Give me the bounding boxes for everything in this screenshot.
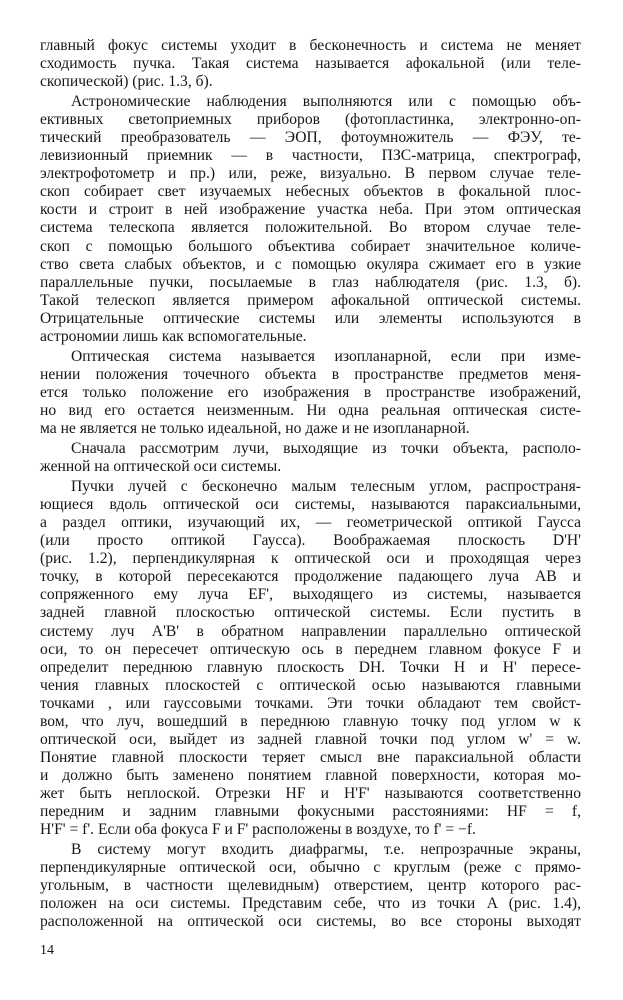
text-line: жет быть неплоской. Отрезки HF и H'F' называются соответственно	[40, 784, 581, 802]
body-text	[40, 37, 581, 931]
text-line: систему луч A'B' в обратном направлении параллельно оптической	[40, 622, 581, 640]
text-line: главный фокус системы уходит в бесконечность и система не меняет	[40, 37, 581, 54]
paragraph	[40, 440, 581, 476]
text-line: сходимость пучка. Такая система называется афокальной (или теле-	[40, 55, 581, 73]
text-line: вом, что луч, вошедший в переднюю главную точку под углом w к	[40, 712, 581, 730]
text-line: сопряженного ему луча EF', выходящего из системы, называется	[40, 586, 581, 604]
text-line: женной на оптической оси системы.	[40, 458, 282, 476]
text-line: точку, в которой пересекаются продолжение падающего луча AB и	[40, 568, 581, 586]
text-line: оптической оси, выйдет из задней главной точки под углом w' = w.	[40, 730, 581, 748]
text-line: левизионный приемник — в частности, ПЗС-матрица, спектрограф,	[40, 147, 581, 165]
text-line: параллельные пучки, посылаемые в глаз наблюдателя (рис. 1.3, б).	[40, 273, 581, 291]
text-line: перпендикулярные оптической оси, обычно с круглым (реже с прямо-	[40, 859, 581, 877]
text-line: тический преобразователь — ЭОП, фотоумножитель — ФЭУ, те-	[40, 129, 581, 147]
text-line: скоп с помощью большого объектива собирает значительное количе-	[40, 237, 581, 255]
text-line: электрофотометр и пр.) или, реже, визуально. В первом случае теле-	[40, 165, 581, 183]
paragraph	[40, 93, 581, 346]
text-line: Оптическая система называется изопланарной, если при изме-	[71, 347, 581, 365]
text-line: точками , или гауссовыми точками. Эти точки обладают тем свойст-	[40, 694, 581, 712]
paragraph	[40, 348, 581, 438]
text-line: ется только положение его изображения в пространстве изображений,	[40, 383, 581, 401]
text-line: система телескопа является положительной. Во втором случае теле-	[40, 219, 581, 237]
text-line: Отрицательные оптические системы или элементы используются в	[40, 309, 581, 327]
paragraph	[40, 478, 581, 839]
text-line: ективных светоприемных приборов (фотопластинка, электронно-оп-	[40, 111, 581, 129]
text-line: ющиеся вдоль оптической оси системы, называются параксиальными,	[40, 496, 581, 514]
text-line: H'F' = f'. Если оба фокуса F и F' расположены в воздухе, то f' = −f.	[40, 821, 476, 839]
text-line: но вид его остается неизменным. Ни одна реальная оптическая систе-	[40, 401, 581, 419]
text-line: (рис. 1.2), перпендикулярная к оптической оси и проходящая через	[40, 550, 581, 568]
text-line: нении положения точечного объекта в пространстве предметов меня-	[40, 365, 581, 383]
paragraph	[40, 37, 581, 91]
text-line: задней главной плоскостью оптической системы. Если пустить в	[40, 604, 581, 622]
text-line: астрономии лишь как вспомогательные.	[40, 327, 307, 345]
text-line: положен на оси системы. Представим себе, что из точки A (рис. 1.4),	[40, 895, 581, 913]
text-line: скоп собирает свет изучаемых небесных объектов в фокальной плос-	[40, 183, 581, 201]
text-line: Астрономические наблюдения выполняются или с помощью объ-	[71, 93, 581, 111]
text-line: Понятие главной плоскости теряет смысл вне параксиальной области	[40, 748, 581, 766]
text-line: ма не является не только идеальной, но даже и не изопланарной.	[40, 419, 470, 437]
text-line: оси, то он пересечет оптическую ось в переднем главном фокусе F и	[40, 640, 581, 658]
text-line: ство света слабых объектов, и с помощью окуляра сжимает его в узкие	[40, 255, 581, 273]
text-line: В систему могут входить диафрагмы, т.е. непрозрачные экраны,	[71, 841, 581, 859]
text-line: угольным, в частности щелевидным) отверстием, центр которого рас-	[40, 877, 581, 895]
text-line: скопической) (рис. 1.3, б).	[40, 73, 213, 91]
page-number: 14	[40, 943, 54, 958]
text-line: Такой телескоп является примером афокальной оптической системы.	[40, 291, 581, 309]
text-line: чения главных плоскостей с оптической осью называются главными	[40, 676, 581, 694]
text-line: расположенной на оптической оси системы, во все стороны выходят	[40, 913, 581, 931]
text-line: кости и строит в ней изображение участка неба. При этом оптическая	[40, 201, 581, 219]
text-line: (или просто оптикой Гаусса). Воображаемая плоскость D'H'	[40, 532, 581, 550]
text-line: Сначала рассмотрим лучи, выходящие из точки объекта, располо-	[71, 440, 581, 458]
text-line: а раздел оптики, изучающий их, — геометрической оптикой Гаусса	[40, 514, 581, 532]
text-line: Пучки лучей с бесконечно малым телесным углом, распространя-	[71, 478, 581, 496]
paragraph	[40, 841, 581, 931]
text-line: передним и задним главными фокусными расстояниями: HF = f,	[40, 802, 581, 820]
text-line: и должно быть заменено понятием главной поверхности, которая мо-	[40, 766, 581, 784]
text-line: определит переднюю главную плоскость DH. Точки H и H' пересе-	[40, 658, 581, 676]
